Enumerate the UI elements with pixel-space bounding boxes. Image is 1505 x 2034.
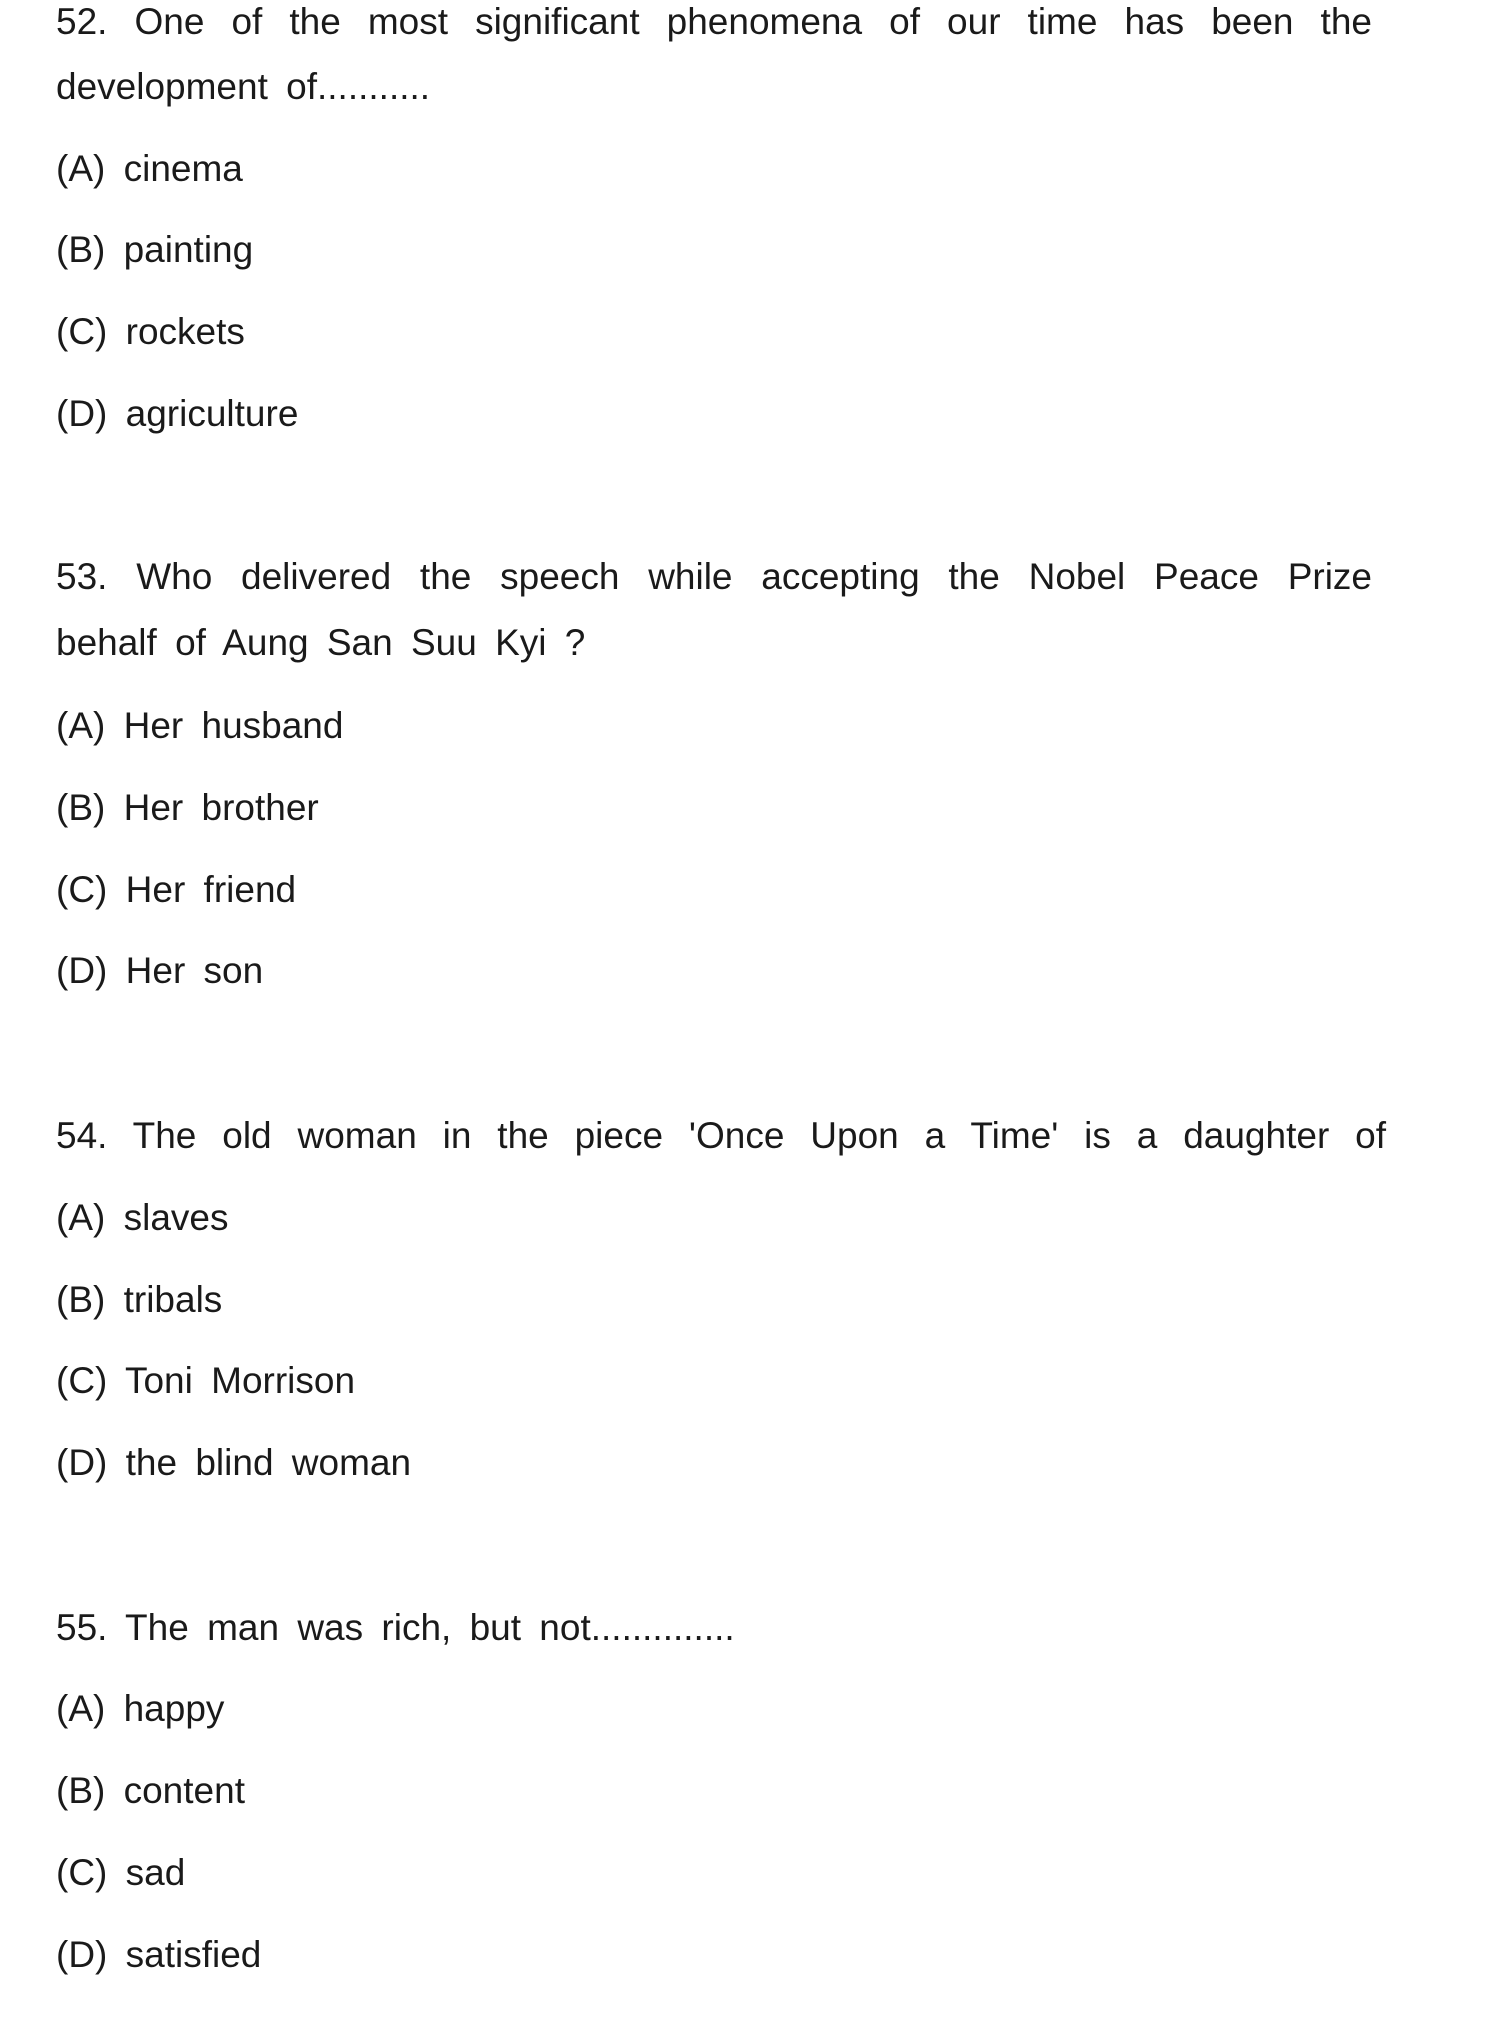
option-c: (C) Her friend <box>56 869 297 910</box>
option-d: (D) the blind woman <box>56 1442 412 1483</box>
option-d: (D) satisfied <box>56 1934 262 1975</box>
option-d: (D) agriculture <box>56 393 299 434</box>
option-b: (B) painting <box>56 229 254 270</box>
option-c: (C) rockets <box>56 311 245 352</box>
option-a: (A) happy <box>56 1688 225 1729</box>
option-b: (B) content <box>56 1770 245 1811</box>
option-d: (D) Her son <box>56 950 264 991</box>
question-stem: behalf of Aung San Suu Kyi ? <box>56 622 586 663</box>
question-stem: 53. Who delivered the speech while accepting the Nobel Peace Prize <box>56 556 1372 597</box>
question-stem: 55. The man was rich, but not.............. <box>56 1607 735 1648</box>
option-a: (A) Her husband <box>56 705 344 746</box>
question-stem: development of........... <box>56 66 431 107</box>
option-b: (B) tribals <box>56 1279 223 1320</box>
option-b: (B) Her brother <box>56 787 319 828</box>
question-stem: 54. The old woman in the piece 'Once Upon a Time' is a daughter of <box>56 1115 1386 1156</box>
option-a: (A) slaves <box>56 1197 229 1238</box>
question-stem: 52. One of the most significant phenomena of our time has been the <box>56 1 1372 42</box>
option-c: (C) Toni Morrison <box>56 1360 356 1401</box>
option-c: (C) sad <box>56 1852 186 1893</box>
option-a: (A) cinema <box>56 148 243 189</box>
